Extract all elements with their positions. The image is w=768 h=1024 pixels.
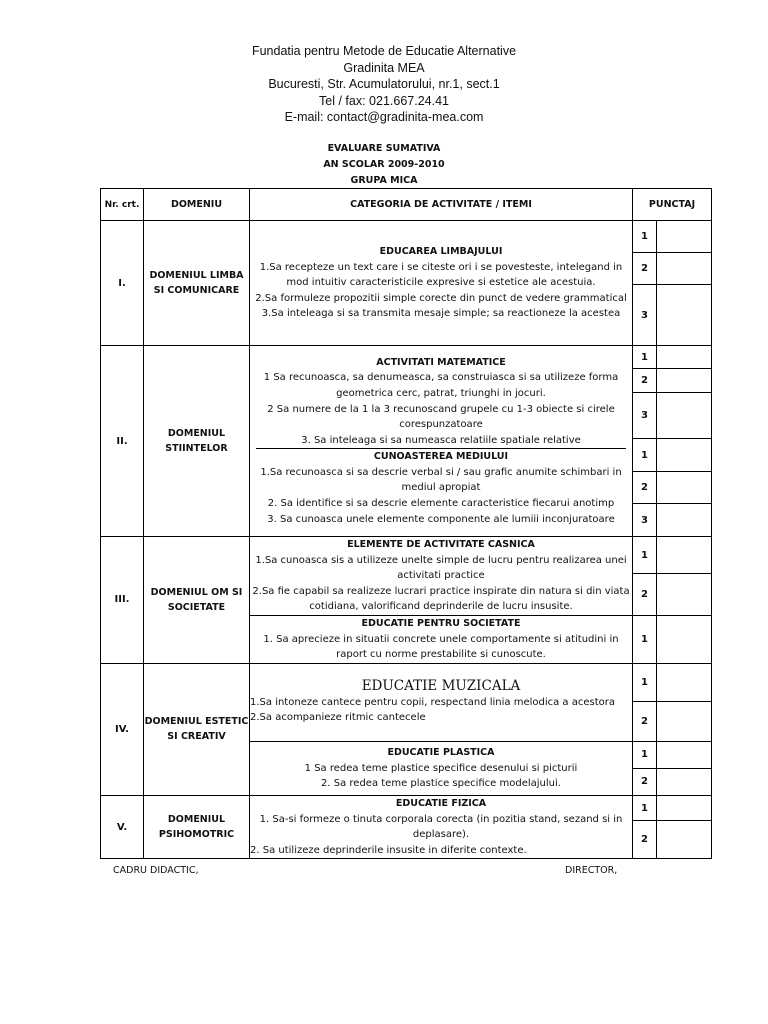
score-number: 2 [633, 472, 657, 504]
header-punctaj: PUNCTAJ [633, 189, 712, 221]
table-row [101, 663, 712, 701]
item-text: 1. Sa-si formeze o tinuta corporala corecta (in pozitia stand, sezand si in deplasare). [259, 813, 623, 841]
score-field[interactable] [657, 663, 712, 701]
category-cell [250, 537, 633, 616]
score-field[interactable] [657, 795, 712, 820]
score-number: 1 [633, 439, 657, 472]
row-number: III. [101, 537, 144, 664]
title-school-year: AN SCOLAR 2009-2010 [323, 159, 445, 170]
score-number: 2 [633, 369, 657, 393]
item-text: 3.Sa inteleaga si sa transmita mesaje simple; sa reactioneze la acestea [261, 308, 621, 320]
table-header-row [101, 189, 712, 221]
title-group: GRUPA MICA [350, 175, 418, 186]
score-field[interactable] [657, 741, 712, 768]
item-text: 2. Sa utilizeze deprinderile insusite in diferite contexte. [250, 844, 527, 856]
item-text: 1 Sa redea teme plastice specifice desenului si picturii [304, 762, 578, 774]
category-heading: EDUCATIE MUZICALA [361, 678, 521, 695]
item-text: 3. Sa inteleaga si sa numeasca relatiile spatiale relative [301, 434, 581, 446]
item-text: 1.Sa recunoasca si sa descrie verbal si / sau grafic anumite schimbari in mediul apropiat [260, 466, 622, 494]
domain-cell: DOMENIUL STIINTELOR [144, 346, 250, 537]
category-cell [250, 741, 633, 795]
item-text: 2.Sa fie capabil sa realizeze lucrari practice inspirate din natura si din viata cotidiana, valorificand deprinderile de lucru insusite. [252, 585, 630, 613]
score-number: 2 [633, 701, 657, 741]
score-number: 1 [633, 663, 657, 701]
score-number: 1 [633, 615, 657, 663]
row-number: IV. [101, 663, 144, 795]
row-number: II. [101, 346, 144, 537]
score-number: 1 [633, 346, 657, 369]
score-field[interactable] [657, 768, 712, 795]
item-text: 2 Sa numere de la 1 la 3 recunoscand grupele cu 1-3 obiecte si cirele corespunzatoare [267, 403, 615, 431]
domain-cell: DOMENIUL PSIHOMOTRIC [144, 795, 250, 858]
item-text: 2. Sa redea teme plastice specifice modelajului. [321, 778, 561, 790]
category-heading: ELEMENTE DE ACTIVITATE CASNICA [347, 539, 535, 550]
item-text: 1 Sa recunoasca, sa denumeasca, sa construiasca si sa utilizeze forma geometrica cerc, patrat, triunghi in jocuri. [263, 372, 619, 399]
category-cell [250, 615, 633, 663]
score-field[interactable] [657, 615, 712, 663]
category-heading: EDUCATIE PLASTICA [387, 747, 495, 759]
item-text: 1.Sa intoneze cantece pentru copii, respectand linia melodica a acestora [250, 696, 615, 708]
score-number: 1 [633, 537, 657, 574]
header-foundation: Fundatia pentru Metode de Educatie Alternative [251, 44, 517, 58]
score-number: 2 [633, 574, 657, 616]
category-cell [250, 346, 633, 537]
score-field[interactable] [657, 285, 712, 346]
category-cell [250, 221, 633, 346]
score-field[interactable] [657, 221, 712, 253]
table-row [101, 221, 712, 253]
item-text: 2.Sa formuleze propozitii simple corecte din punct de vedere grammatical [255, 292, 627, 304]
footer-director-label: DIRECTOR, [565, 865, 618, 876]
title-evaluation: EVALUARE SUMATIVA [327, 143, 441, 154]
score-field[interactable] [657, 504, 712, 537]
score-field[interactable] [657, 393, 712, 439]
category-heading: EDUCATIE FIZICA [395, 797, 487, 809]
score-number: 3 [633, 393, 657, 439]
header-phone: Tel / fax: 021.667.24.41 [319, 93, 449, 108]
score-number: 1 [633, 741, 657, 768]
category-cell [250, 663, 633, 741]
table-row [101, 537, 712, 574]
item-text: 1.Sa recepteze un text care i se citeste ori i se povesteste, intelegand in mod intuitiv caracteristicile expresive si estetice ale acestuia. [259, 261, 623, 289]
domain-cell: DOMENIUL LIMBA SI COMUNICARE [144, 221, 250, 346]
score-field[interactable] [657, 701, 712, 741]
score-number: 2 [633, 768, 657, 795]
table-row [101, 795, 712, 820]
evaluation-table [100, 188, 712, 859]
score-number: 3 [633, 285, 657, 346]
item-text: 1.Sa cunoasca sis a utilizeze unelte simple de lucru pentru realizarea unei activitati practice [255, 554, 627, 582]
score-field[interactable] [657, 472, 712, 504]
category-heading: EDUCAREA LIMBAJULUI [379, 246, 503, 258]
score-field[interactable] [657, 574, 712, 616]
score-field[interactable] [657, 253, 712, 285]
item-text: 2.Sa acompanieze ritmic cantecele [250, 712, 426, 724]
table-row [101, 346, 712, 369]
header-categoria: CATEGORIA DE ACTIVITATE / ITEMI [250, 189, 633, 221]
header-nr: Nr. crt. [101, 189, 144, 221]
score-field[interactable] [657, 369, 712, 393]
category-heading: EDUCATIE PENTRU SOCIETATE [361, 618, 521, 630]
domain-cell: DOMENIUL OM SI SOCIETATE [144, 537, 250, 664]
item-text: 1. Sa aprecieze in situatii concrete unele comportamente si atitudini in raport cu norme prestabilite si cunoscute. [263, 633, 619, 661]
score-number: 2 [633, 253, 657, 285]
score-field[interactable] [657, 439, 712, 472]
category-heading: ACTIVITATI MATEMATICE [376, 356, 506, 368]
row-number: I. [101, 221, 144, 346]
header-domeniu: DOMENIU [144, 189, 250, 221]
score-number: 1 [633, 221, 657, 253]
institution-header [0, 43, 768, 126]
domain-cell: DOMENIUL ESTETIC SI CREATIV [144, 663, 250, 795]
item-text: 3. Sa cunoasca unele elemente componente ale lumiii inconjuratoare [267, 513, 615, 525]
header-email: E-mail: contact@gradinita-mea.com [284, 110, 484, 124]
score-field[interactable] [657, 537, 712, 574]
score-number: 2 [633, 821, 657, 859]
item-text: 2. Sa identifice si sa descrie elemente caracteristice fiecarui anotimp [267, 498, 615, 510]
row-number: V. [101, 795, 144, 858]
score-number: 3 [633, 504, 657, 537]
header-kindergarten: Gradinita MEA [343, 60, 425, 75]
footer-teacher-label: CADRU DIDACTIC, [113, 865, 199, 876]
score-number: 1 [633, 795, 657, 820]
category-heading: CUNOASTEREA MEDIULUI [373, 451, 509, 463]
score-field[interactable] [657, 346, 712, 369]
document-title [0, 141, 768, 189]
score-field[interactable] [657, 821, 712, 859]
category-cell [250, 795, 633, 858]
header-address: Bucuresti, Str. Acumulatorului, nr.1, sect.1 [268, 77, 500, 91]
